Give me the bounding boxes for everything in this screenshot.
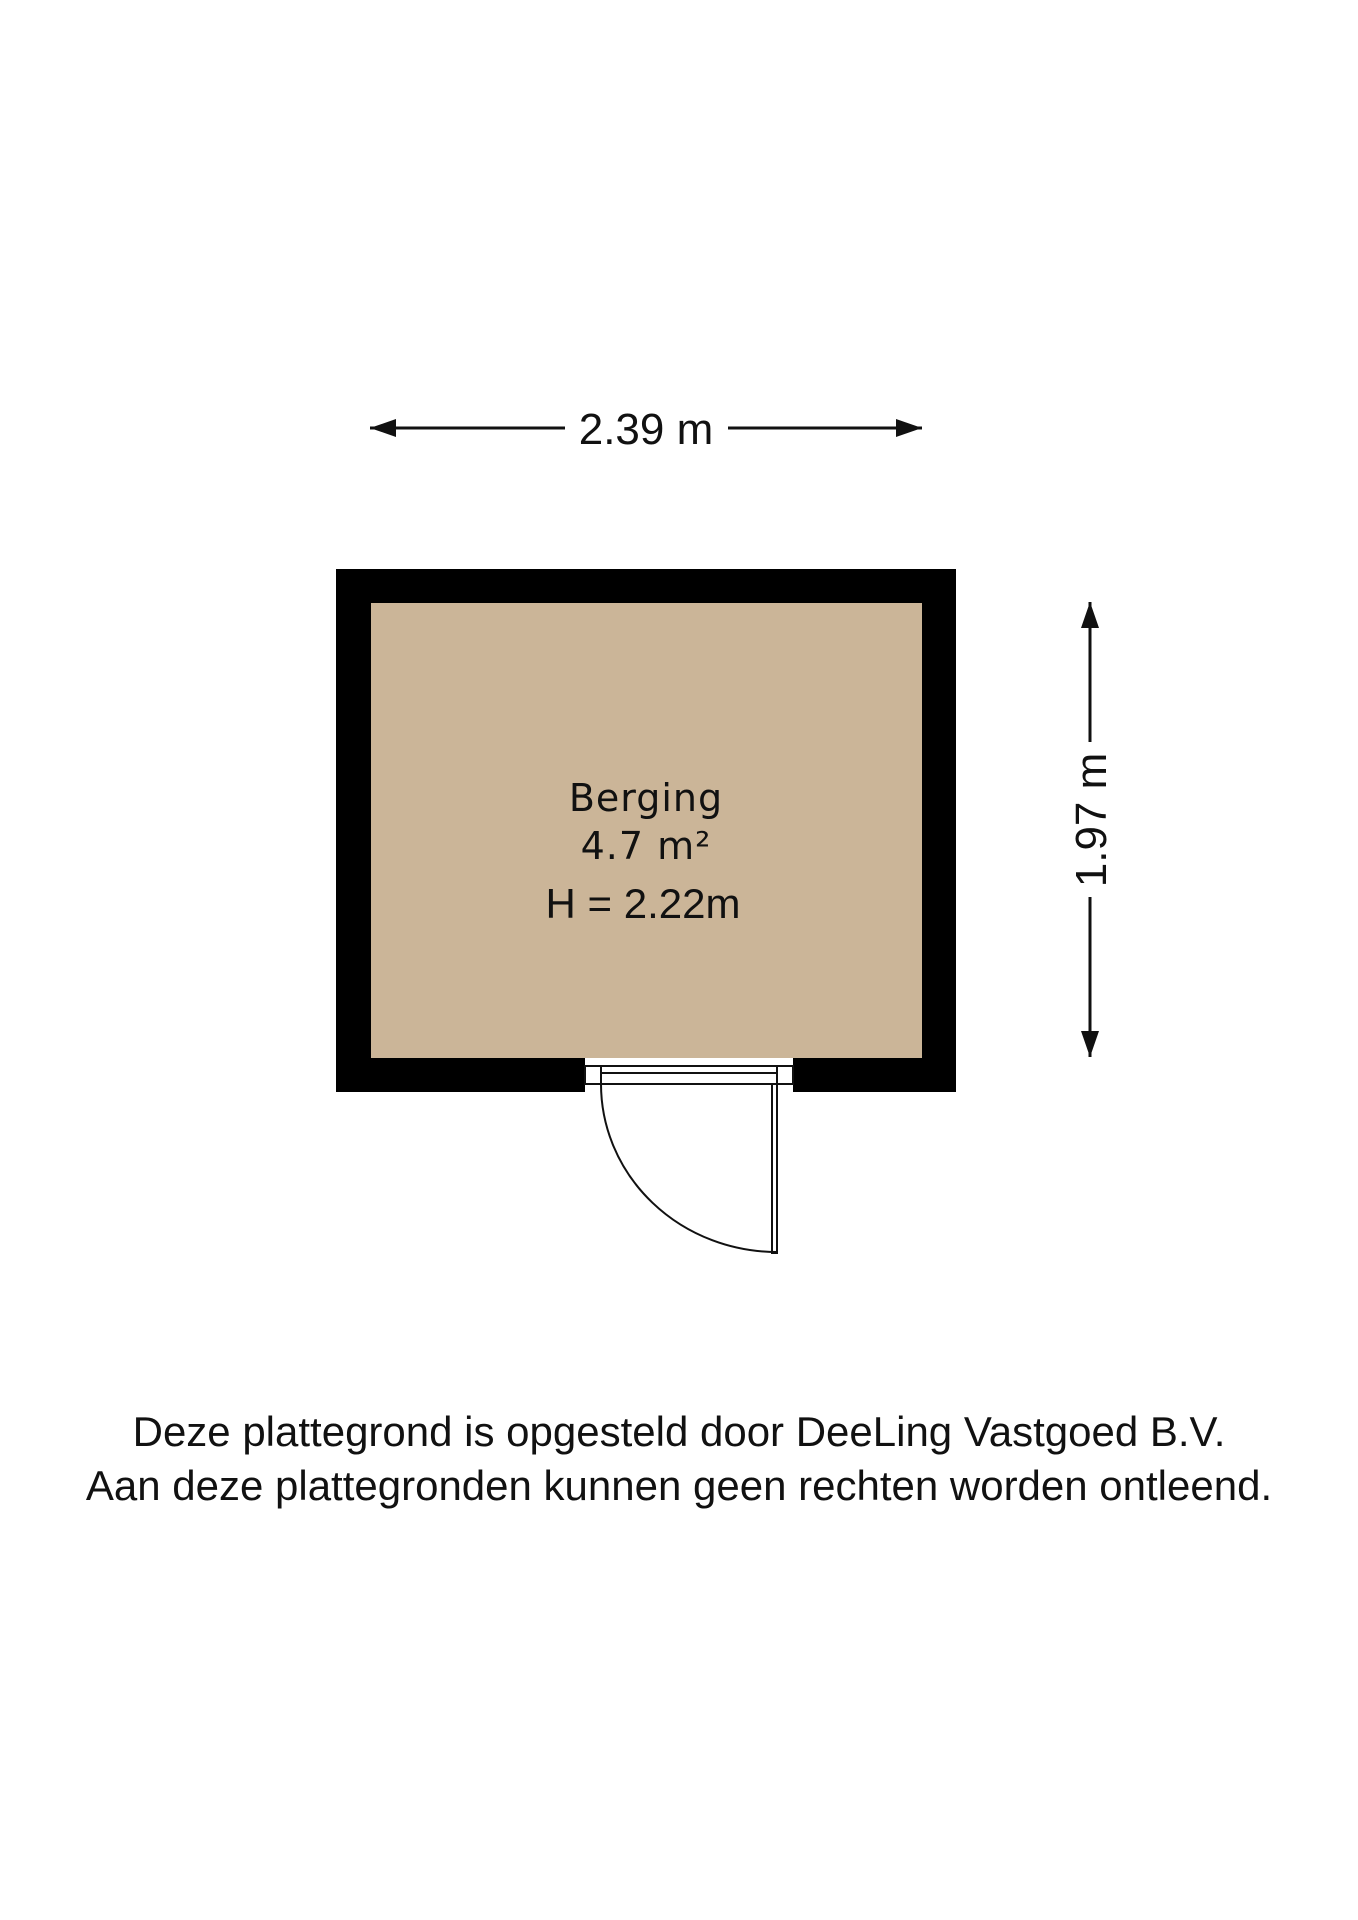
door-swing-arc xyxy=(601,1084,777,1252)
room-name: Berging xyxy=(568,776,724,820)
width-arrowhead-left xyxy=(370,419,396,437)
room-area: 4.7 m² xyxy=(580,824,712,868)
door xyxy=(601,1084,777,1253)
disclaimer xyxy=(0,1405,1358,1513)
depth-dimension xyxy=(1067,602,1116,1057)
room-height: H = 2.22m xyxy=(545,880,741,927)
depth-arrowhead-top xyxy=(1081,602,1099,628)
disclaimer-line-1: Deze plattegrond is opgesteld door DeeLing Vastgoed B.V. xyxy=(132,1408,1226,1455)
door-opening xyxy=(585,1058,793,1092)
door-leaf xyxy=(772,1084,777,1253)
door-jamb-right xyxy=(777,1066,793,1084)
width-dimension-label: 2.39 m xyxy=(578,405,714,454)
depth-dimension-label: 1.97 m xyxy=(1067,752,1116,888)
door-jamb-left xyxy=(585,1066,601,1084)
width-dimension xyxy=(370,405,922,454)
room-berging xyxy=(336,569,956,1253)
width-arrowhead-right xyxy=(896,419,922,437)
depth-arrowhead-bottom xyxy=(1081,1031,1099,1057)
disclaimer-line-2: Aan deze plattegronden kunnen geen rechten worden ontleend. xyxy=(85,1462,1273,1509)
